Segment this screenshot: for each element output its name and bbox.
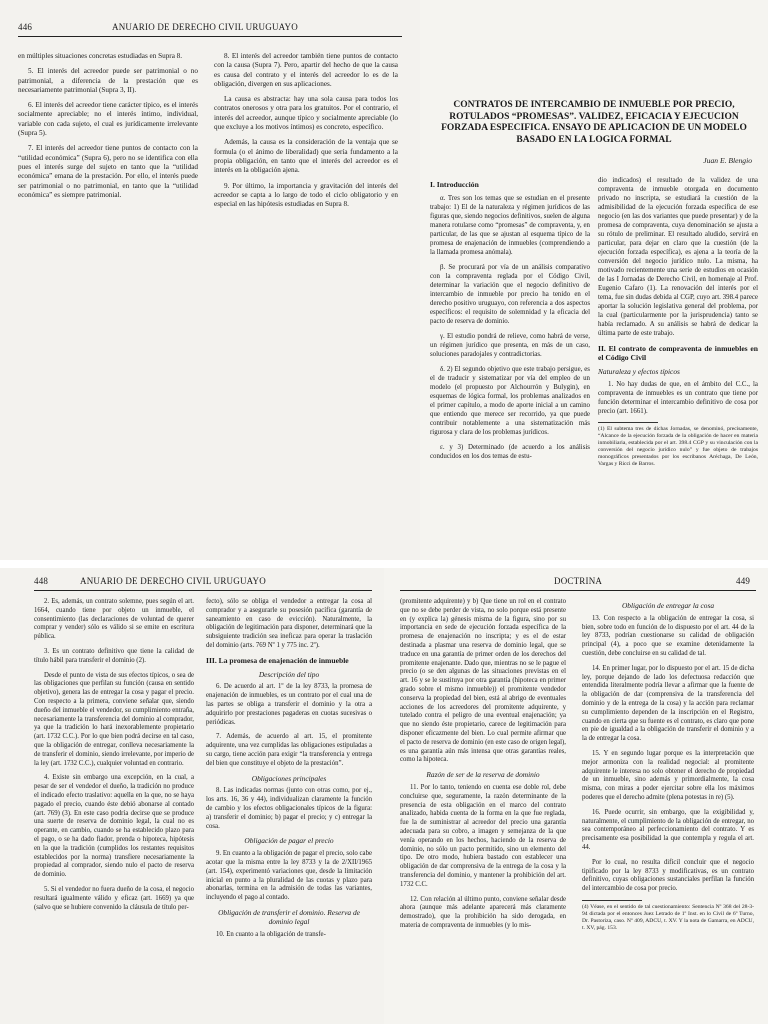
paragraph: Por lo cual, no resulta difícil concluir que el negocio tipificado por la ley 8733 y modificativas, es un contrato definitivo, cuyas obligaciones sustanciales perfilan la función del intercambio de cosa por precio. xyxy=(582,858,754,893)
paragraph: dio indicados) el resultado de la validez de una compraventa de inmueble otorgada en documento privado no inscripta, se estudiará la cuestión de la admisibilidad de la ejecución forzada específica de ese negocio (en las dos variantes que puede presentar) y de la promesa de compraventa, cuya denominación se ajusta a su rótulo de preliminar. El resultado aludido, servirá en particular, para dejar en claro que la cuestión (de la ejecución forzada específica), es ajena a la teoría de la conversión del negocio jurídico nulo. La misma, ha motivado recientemente una serie de estudios en ocasión de las I Jornadas de Derecho Civil, en homenaje al Prof. Eugenio Cafaro (1). La renovación del interés por el tema, fue sin dudas debida al CGP, cuyo art. 398.4 parece aportar la solución legislativa general del problema, por la cual (particularmente por la jurisprudencia) tanto se había reclamado. A su análisis se habrá de dedicar la última parte de este trabajo. xyxy=(598,177,758,337)
paragraph: 16. Puede ocurrir, sin embargo, que la exigibilidad y, naturalmente, el cumplimiento de la obligación de entregar, no sea contemporáneo al perfeccionamiento del contrato. Y es precisamente esa posibilidad la que contempla y regula el art. 44. xyxy=(582,808,754,851)
subsection-heading: Obligación de pagar el precio xyxy=(244,836,334,846)
paragraph: 2. Es, además, un contrato solemne, pues según el art. 1664, cuando tiene por objeto un inmueble, el consentimiento (las declaraciones de voluntad de querer comprar y vender) sólo es válido si se emite en escritura pública. xyxy=(34,598,194,641)
paragraph: 8. Las indicadas normas (junto con otras como, por ej., los arts. 16, 36 y 44), individualizan claramente la función de cambio y los efectos obligacionales típicos de la figura: a) transferir el dominio; b) pagar el precio; y c) entregar la cosa. xyxy=(206,787,372,830)
paragraph: 10. En cuanto a la obligación de transfe- xyxy=(216,930,326,938)
subsection-heading: Obligación de transferir el dominio. Reserva de dominio legal xyxy=(218,907,360,926)
page-number: 449 xyxy=(736,576,751,586)
paragraph: fecto), sólo se obliga el vendedor a entregar la cosa al comprador y a asegurarle su posesión pacífica (garantía de saneamiento en caso de evicción). Naturalmente, la obligación de legitimación para disponer, determinará que la subsiguiente tradición sea ineficaz para operar la traslación del dominio (arts. 769 Nº 1 y 775 inc. 2º). xyxy=(206,598,372,649)
paragraph: 9. Por último, la importancia y gravitación del interés del acreedor se capta a lo largo de todo el ciclo obligatorio y en especial en las hipótesis estudiadas en Supra 8. xyxy=(214,181,398,209)
paragraph: 11. Por lo tanto, teniendo en cuenta ese doble rol, debe concluirse que, seguramente, la razón determinante de la presencia de esta obligación en el marco del contrato analizado, habida cuenta de la forma en la que fue reglada, fue la de suministrar al acreedor del precio una garantía adecuada para su cobro, a imagen y semejanza de la que venía operando en los hechos, haciendo de la reserva de dominio, no sólo un pacto permitido, sino un elemento del tipo. De otro modo, hubiera bastado con establecer una obligación de dar comprensiva de la entrega de la cosa y la transferencia del dominio, y mantener la prohibición del art. 1732 C.C. xyxy=(400,783,566,888)
footnote: (1) El subtema tres de dichas Jornadas, se denominó, precisamente, “Alcance de la ejecución forzada de la obligación de hacer en materia inmobiliaria, establecida por el art. 398.4 CGP y su vinculación con la conversión del negocio jurídico nulo” y fue objeto de trabajos monográficos presentados por los escribanos Aréchaga, De León, Vargas y Ricci de Barros. xyxy=(598,426,758,467)
column-left xyxy=(430,176,590,467)
paragraph: δ. 2) El segundo objetivo que este trabajo persigue, es el de traducir y sistematizar por vía del empleo de un modelo (el propuesto por Alchourrón y Bulygin), en esquemas de lógica formal, los problemas analizados en el primer capítulo, a modo de aporte inicial a un camino que entiendo que merece ser recorrido, ya que puede contribuir notablemente a una sistematización más rigurosa y clara de los problemas jurídicos. xyxy=(430,366,590,436)
paragraph: α. Tres son los temas que se estudian en el presente trabajo: 1) El de la naturaleza y régimen jurídicos de las figuras que, siendo negocios definitivos, suelen de alguna manera rotularse como “promesas” de compraventa, y, en particular, de las que se ajustan al esquema típico de la promesa de enajenación de inmuebles (comprendiendo a la llamada promesa anómala). xyxy=(430,195,590,256)
page-number: 446 xyxy=(18,22,33,32)
article-title: CONTRATOS DE INTERCAMBIO DE INMUEBLE POR PRECIO, ROTULADOS “PROMESAS”. VALIDEZ, EFICACIA Y EJECUCION FORZADA ESPECIFICA. ENSAYO DE APLICACION DE UN MODELO BASADO EN LA LOGICA FORMAL xyxy=(441,100,747,145)
paragraph: 7. Además, de acuerdo al art. 15, el promitente adquirente, una vez cumplidas las obligaciones estipuladas a su cargo, tiene acción para exigir “la transferencia y entrega del bien que constituye el objeto de la prestación”. xyxy=(206,733,372,767)
header-rule xyxy=(18,36,402,37)
paragraph: 13. Con respecto a la obligación de entregar la cosa, si bien, sobre todo en función de lo dispuesto por el art. 44 de la ley 8733, podrían cuestionarse su calidad de obligación principal (4), a poco que se examine detenidamente la cuestión, debe concluirse en su calidad de tal. xyxy=(582,614,754,657)
paragraph: 9. En cuanto a la obligación de pagar el precio, solo cabe acotar que la misma entre la ley 8733 y la de 2/XII/1965 (art. 154), experimentó variaciones que, desde la limitación inicial en punto a la pluralidad de las cuotas y plazo para abonarlas, termina en la admisión de todas las variantes, incluyendo el pago al contado. xyxy=(206,850,372,902)
paragraph: γ. El estudio pondrá de relieve, como habrá de verse, un régimen jurídico que presenta, en más de un caso, soluciones paradojales y contradictorias. xyxy=(430,333,590,358)
subsection-heading: Naturaleza y efectos típicos xyxy=(598,367,680,376)
column-right xyxy=(214,52,398,215)
paragraph: ε. y 3) Determinado (de acuerdo a los análisis conducidos en los dos temas de estu- xyxy=(430,444,590,460)
page-449 xyxy=(384,568,768,1024)
paragraph: 5. El interés del acreedor puede ser patrimonial o no patrimonial, a diferencia de la prestación que es necesariamente patrimonial (Supra 3, II). xyxy=(18,67,198,94)
page-446 xyxy=(0,0,420,560)
footnote-rule xyxy=(598,422,658,423)
header-rule xyxy=(34,590,372,591)
footnote-rule xyxy=(582,900,642,901)
page-448 xyxy=(0,568,384,1024)
paragraph: 8. El interés del acreedor también tiene puntos de contacto con la causa (Supra 7). Pero, apartir del hecho de que la causa es causa del contrato y el interés del acreedor lo es de la obligación, divergen en sus aplicaciones. xyxy=(214,52,398,88)
paragraph: en múltiples situaciones concretas estudiadas en Supra 8. xyxy=(18,52,183,60)
paragraph: 6. El interés del acreedor tiene carácter típico, es el interés socialmente apreciable; no el interés íntimo, individual, variable con cada sujeto, el cual es jurídicamente irrelevante (Supra 5). xyxy=(18,101,198,138)
paragraph: 14. En primer lugar, por lo dispuesto por el art. 15 de dicha ley, porque dejando de lado los defectuosa redacción que entendida literalmente podría llevar a afirmar que la fuente de la obligación de dar (comprensiva de la transferencia del dominio y de la entrega de la cosa) y la acción para reclamar su cumplimiento dependen de la inscripción en el Registro, cuando en cierta que su fuente es el contrato, es claro que pone en pie de igualdad a la obligación de transferir el dominio y a la de entregar la cosa. xyxy=(582,664,754,743)
section-heading: II. El contrato de compraventa de inmuebles en el Código Civil xyxy=(598,344,758,362)
article-author: Juan E. Blengio xyxy=(703,156,752,165)
paragraph: La causa es abstracta: hay una sola causa para todos los contratos onerosos y otra para los gratuitos. Por el contrario, el interés del acreedor, aunque típico y socialmente apreciable (lo que excluye a los motivos íntimos) es concreto, específico. xyxy=(214,95,398,132)
column-right xyxy=(598,176,758,468)
subsection-heading: Obligaciones principales xyxy=(251,773,327,783)
page-article-start xyxy=(420,0,768,560)
paragraph: 15. Y en segundo lugar porque es la interpretación que mejor armoniza con la realidad negocial: al promitente adquirente le interesa no solo obtener el derecho de propiedad de un inmueble, sino además y primordialmente, la cosa misma, con miras a poder ejercitar sobre ella los máximos poderes que el derecho admite (plena potestas in re) (5). xyxy=(582,749,754,801)
paragraph: Desde el punto de vista de sus efectos típicos, o sea de las obligaciones que perfilan su función (causa en sentido objetivo), genera las de entregar la cosa y pagar el precio. Con respecto a la primera, conviene señalar que, siendo dueño del inmueble el vendedor, su cumplimiento entraña, necesariamente la transferencia del dominio al comprador, ya que la tradición lo hará inexorablemente propietario (art. 1732 C.C.). Por lo que bien podrá decirse en tal caso, que la obligación de entregar, conlleva necesariamente la de transferir el dominio, siendo irrelevante, por imperio de la ley (art. 1732 C.C.), cualquier voluntad en contrario. xyxy=(34,671,194,767)
section-heading: I. Introducción xyxy=(430,180,479,189)
section-heading: III. La promesa de enajenación de inmueble xyxy=(206,655,349,665)
paragraph: (promitente adquirente) y b) Que tiene un rol en el contrato que no se debe perder de vista, no solo porque está presente en (y explica la) génesis misma de la figura, sino por su importancia en sede de ejecución forzada específica de la promesa de enajenación no inscripta; y es el de estar destinada a plasmar una reserva de dominio legal, que se traduce en una garantía de primer orden de los derechos del promitente enajenante. Dado que, mientras no se le pague el precio (o se den algunas de las situaciones previstas en el art. 16 y se le sustituya por otra garantía (hipoteca en primer grado sobre el mismo inmueble)) el promitente vendedor conserva la propiedad del bien, está al abrigo de eventuales acciones de los acreedores del promitente adquirente, y tutelado contra el peligro de una eventual enajenación; ya que no siendo éste propietario, carece de legitimación para disponer eficazmente del bien. Lo cual permite afirmar que el pacto de reserva de dominio (en este caso de origen legal), es una garantía aún más intensa que otras garantías reales, como la hipoteca. xyxy=(400,598,566,764)
header-rule xyxy=(400,590,756,591)
paragraph: 3. Es un contrato definitivo que tiene la calidad de título hábil para transferir el dominio (2). xyxy=(34,647,194,664)
running-head: ANUARIO DE DERECHO CIVIL URUGUAYO xyxy=(80,576,266,586)
footnote: (4) Véase, en el sentido de tal cuestionamiento: Sentencia Nº 368 del 28-3-94 dictada por el entonces Juez Letrado de 1º Inst. en lo Civil de 6º Turno, Dr. Pastoriza, caso. Nº 409, ADCU, t. XV. Y la nota de Gamarra, en ADCU, t. XV, pág. 153. xyxy=(582,903,754,931)
page-gap xyxy=(0,560,768,568)
paragraph: 5. Si el vendedor no fuera dueño de la cosa, el negocio resultará igualmente válido y eficaz (art. 1669) ya que (salvo que se hubiere convenido la cláusula de título per- xyxy=(34,885,194,911)
page-number: 448 xyxy=(34,576,49,586)
running-head: DOCTRINA xyxy=(554,576,603,586)
column-left xyxy=(400,598,566,937)
subsection-heading: Razón de ser de la reserva de dominio xyxy=(426,770,540,780)
subsection-heading: Descripción del tipo xyxy=(258,669,320,679)
paragraph: 6. De acuerdo al art. 1º de la ley 8733, la promesa de enajenación de inmuebles, es un contrato por el cual una de las partes se obliga a transferir el dominio y la otra a adquirirlo por prestaciones pagaderas en cuotas sucesivas o periódicas. xyxy=(206,683,372,726)
paragraph: 7. El interés del acreedor tiene puntos de contacto con la “utilidad económica” (Supra 6), pero no se identifica con ella pues el interés surge del sujeto en tanto que la “utilidad económica” emana de la prestación. Por ello, el interés puede ser patrimonial o no patrimonial, en tanto que la “utilidad económica” es siempre patrimonial. xyxy=(18,144,198,199)
running-head: ANUARIO DE DERECHO CIVIL URUGUAYO xyxy=(112,22,298,32)
column-left xyxy=(18,52,198,206)
paragraph: β. Se procurará por vía de un análisis comparativo con la compraventa reglada por el Código Civil, determinar la variación que el negocio definitivo de intercambio de inmueble por precio ha tenido en el derecho positivo uruguayo, con referencia a dos aspectos específicos: el requisito de solemnidad y la eficacia del pacto de reserva de dominio. xyxy=(430,264,590,325)
paragraph: 1. No hay dudas de que, en el ámbito del C.C., la compraventa de inmuebles es un contrato que tiene por función determinar el intercambio definitivo de cosa por precio (art. 1661). xyxy=(598,381,758,415)
subsection-heading: Obligación de entregar la cosa xyxy=(621,601,715,610)
column-right xyxy=(582,598,754,932)
paragraph: Además, la causa es la consideración de la ventaja que se formula (o el ánimo de liberalidad) que sería fundamento a la propia obligación, en tanto que el interés del acreedor es el interés en la obligación ajena. xyxy=(214,138,398,175)
column-right xyxy=(206,598,372,945)
paragraph: 12. Con relación al último punto, conviene señalar desde ahora (aunque más adelante aparecerá más claramente demostrado), que la prohibición ha sido derogada, en materia de compraventa de inmuebles (y lo mis- xyxy=(400,895,566,929)
paragraph: 4. Existe sin embargo una excepción, en la cual, a pesar de ser el vendedor el dueño, la tradición no produce el indicado efecto traslativo: aquella en la que, no se haya pagado el precio, cuando éste debió abonarse al contado (art. 769) (3). En este caso podría decirse que se produce una suerte de reserva de dominio legal, la cual no es operante, en cambio, cuando se ha establecido plazo para el pago, o se ha dado fiador, prenda o hipoteca, hipótesis en la que la tradición (cumplidos los restantes requisitos establecidos por la norma) transfiere necesariamente la propiedad al comprador, siendo nulo el pacto de reserva de dominio. xyxy=(34,774,194,879)
column-left xyxy=(34,598,194,918)
